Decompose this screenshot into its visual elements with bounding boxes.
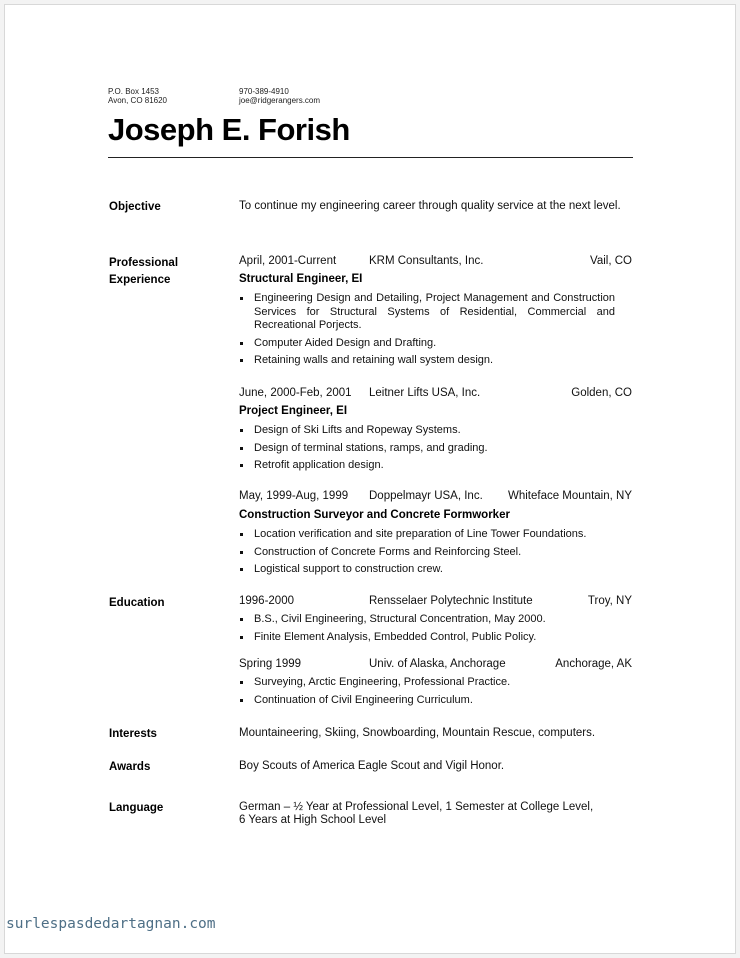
school-1-details — [239, 613, 615, 648]
job-3-title: Construction Surveyor and Concrete Formworker — [239, 509, 510, 521]
list-item: Logistical support to construction crew. — [239, 563, 615, 577]
job-3-company: Doppelmayr USA, Inc. — [369, 490, 483, 502]
education-label: Education — [109, 597, 165, 609]
job-1-duties — [239, 292, 615, 372]
list-item: B.S., Civil Engineering, Structural Concentration, May 2000. — [239, 613, 615, 627]
language-text — [239, 801, 639, 827]
list-item: Finite Element Analysis, Embedded Control, Public Policy. — [239, 631, 615, 645]
job-2-header — [239, 387, 632, 402]
experience-label-line2: Experience — [109, 274, 171, 286]
list-item: Design of terminal stations, ramps, and grading. — [239, 442, 615, 456]
interests-text: Mountaineering, Skiing, Snowboarding, Mountain Rescue, computers. — [239, 727, 596, 739]
contact-address — [108, 87, 167, 105]
list-item: Continuation of Civil Engineering Curriculum. — [239, 694, 615, 708]
school-2-location: Anchorage, AK — [555, 658, 632, 670]
experience-label-line1: Professional — [109, 257, 179, 269]
job-3-header — [239, 490, 632, 505]
job-1-company: KRM Consultants, Inc. — [369, 255, 484, 267]
job-2-location: Golden, CO — [571, 387, 632, 399]
school-2-details — [239, 676, 615, 711]
address-line-2: Avon, CO 81620 — [108, 96, 168, 105]
job-2-duties — [239, 424, 615, 477]
language-line-1: German – ½ Year at Professional Level, 1 Semester at College Level, — [239, 801, 594, 813]
contact-phone-email — [239, 87, 320, 105]
job-2-company: Leitner Lifts USA, Inc. — [369, 387, 481, 399]
list-item: Retrofit application design. — [239, 459, 615, 473]
header-divider — [108, 157, 633, 158]
job-2-dates: June, 2000-Feb, 2001 — [239, 387, 352, 399]
school-1-location: Troy, NY — [587, 595, 632, 607]
objective-label: Objective — [109, 201, 161, 213]
language-line-2: 6 Years at High School Level — [239, 814, 387, 826]
job-1-location: Vail, CO — [590, 255, 632, 267]
job-1-dates: April, 2001-Current — [239, 255, 337, 267]
job-1-title: Structural Engineer, EI — [239, 273, 363, 285]
list-item: Construction of Concrete Forms and Reinforcing Steel. — [239, 546, 615, 560]
awards-text: Boy Scouts of America Eagle Scout and Vigil Honor. — [239, 760, 505, 772]
list-item: Design of Ski Lifts and Ropeway Systems. — [239, 424, 615, 438]
list-item: Location verification and site preparation of Line Tower Foundations. — [239, 528, 615, 542]
job-2-title: Project Engineer, EI — [239, 405, 348, 417]
interests-label: Interests — [109, 728, 157, 740]
list-item: Surveying, Arctic Engineering, Professional Practice. — [239, 676, 615, 690]
school-2-dates: Spring 1999 — [239, 658, 302, 670]
list-item: Computer Aided Design and Drafting. — [239, 337, 615, 351]
school-1-dates: 1996-2000 — [239, 595, 294, 607]
email-address: joe@ridgerangers.com — [239, 96, 321, 105]
school-2-name: Univ. of Alaska, Anchorage — [369, 658, 506, 670]
address-line-1: P.O. Box 1453 — [108, 87, 159, 96]
applicant-name: Joseph E. Forish — [108, 112, 350, 147]
job-1-header — [239, 255, 632, 270]
school-1-name: Rensselaer Polytechnic Institute — [369, 595, 533, 607]
list-item: Retaining walls and retaining wall system design. — [239, 354, 615, 368]
job-3-location: Whiteface Mountain, NY — [507, 490, 632, 502]
job-3-duties — [239, 528, 615, 581]
awards-label: Awards — [109, 761, 151, 773]
watermark-text: surlespasdedartagnan.com — [6, 916, 216, 932]
list-item: Engineering Design and Detailing, Project Management and Construction Services for Structural Systems of Residential, Commercial and Recreational Porjects. — [239, 292, 615, 333]
objective-text: To continue my engineering career through quality service at the next level. — [239, 200, 621, 212]
school-1-header — [239, 595, 632, 610]
job-3-dates: May, 1999-Aug, 1999 — [239, 490, 349, 502]
phone-number: 970-389-4910 — [239, 87, 289, 96]
experience-label — [109, 255, 178, 289]
language-label: Language — [109, 802, 164, 814]
school-2-header — [239, 658, 632, 673]
